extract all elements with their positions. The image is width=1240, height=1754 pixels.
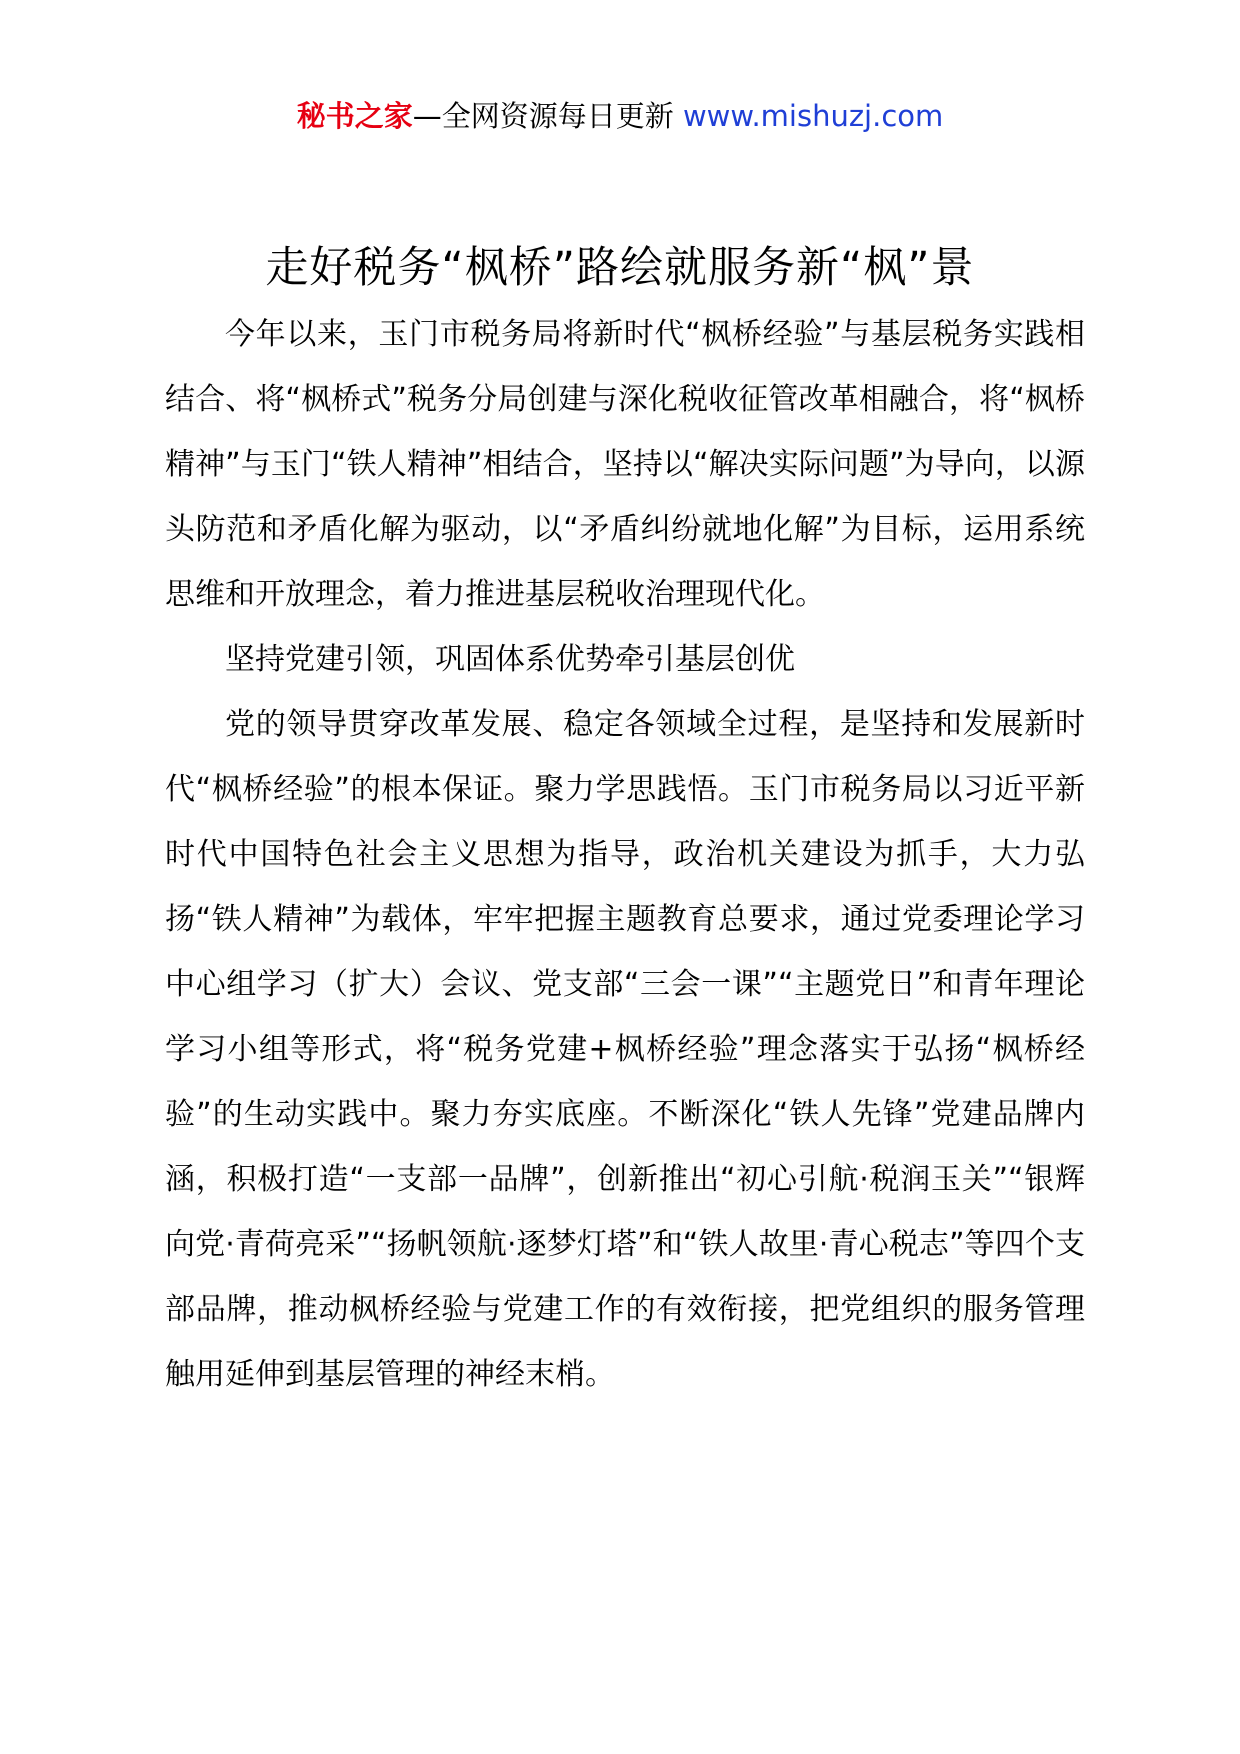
- document-title: 走好税务“枫桥”路绘就服务新“枫”景: [265, 243, 975, 293]
- site-brand: 秘书之家: [296, 99, 413, 133]
- section-heading: 坚持党建引领，巩固体系优势牵引基层创优: [225, 642, 795, 677]
- document-body: [165, 302, 1085, 1407]
- site-header: [0, 96, 1240, 136]
- site-tagline: —全网资源每日更新: [412, 99, 683, 133]
- paragraph-intro: 今年以来，玉门市税务局将新时代“枫桥经验”与基层税务实践相结合、将“枫桥式”税务分局创建与深化税收征管改革相融合，将“枫桥精神”与玉门“铁人精神”相结合，坚持以“解决实际问题”为导向，以源头防范和矛盾化解为驱动，以“矛盾纠纷就地化解”为目标，运用系统思维和开放理念，着力推进基层税收治理现代化。: [165, 317, 1085, 612]
- paragraph-party-building: 党的领导贯穿改革发展、稳定各领域全过程，是坚持和发展新时代“枫桥经验”的根本保证。聚力学思践悟。玉门市税务局以习近平新时代中国特色社会主义思想为指导，政治机关建设为抓手，大力弘扬“铁人精神”为载体，牢牢把握主题教育总要求，通过党委理论学习中心组学习（扩大）会议、党支部“三会一课”“主题党日”和青年理论学习小组等形式，将“税务党建+枫桥经验”理念落实于弘扬“枫桥经验”的生动实践中。聚力夯实底座。不断深化“铁人先锋”党建品牌内涵，积极打造“一支部一品牌”，创新推出“初心引航·税润玉关”“银辉向党·青荷亮采”“扬帆领航·逐梦灯塔”和“铁人故里·青心税志”等四个支部品牌，推动枫桥经验与党建工作的有效衔接，把党组织的服务管理触用延伸到基层管理的神经末梢。: [165, 707, 1085, 1392]
- site-url-link[interactable]: www.mishuzj.com: [682, 99, 944, 133]
